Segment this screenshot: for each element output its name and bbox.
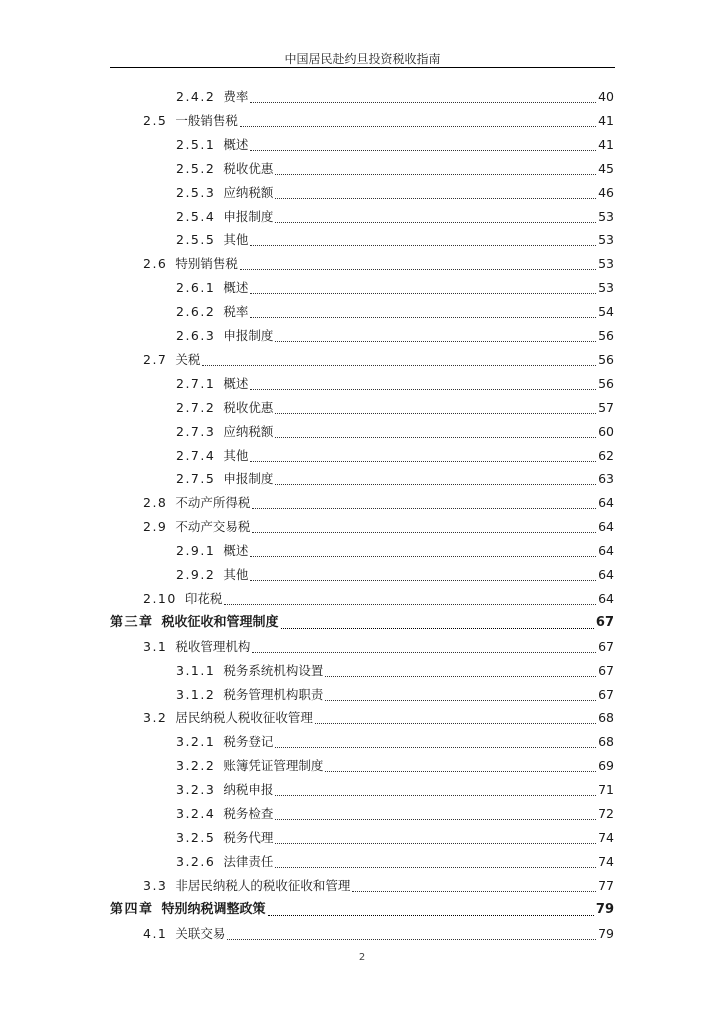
toc-entry[interactable] [176, 134, 614, 156]
toc-entry-number: 2.7.5 [176, 471, 216, 487]
toc-entry-page: 64 [598, 543, 614, 559]
toc-entry[interactable] [176, 445, 614, 467]
toc-dot-leader [202, 365, 596, 366]
toc-entry[interactable] [143, 923, 614, 945]
toc-entry[interactable] [143, 707, 614, 729]
toc-dot-leader [275, 843, 596, 844]
toc-entry-title: 其他 [223, 447, 249, 463]
toc-dot-leader [275, 747, 596, 748]
toc-entry[interactable] [176, 540, 614, 562]
toc-entry-number: 2.6.3 [176, 328, 216, 343]
toc-entry-number: 2.7.4 [176, 447, 216, 463]
toc-entry-number: 2.5.5 [176, 232, 216, 248]
toc-entry-title: 应纳税额 [223, 184, 274, 200]
toc-entry-page: 79 [595, 901, 614, 917]
toc-entry-page: 68 [598, 710, 614, 726]
toc-entry-number: 第四章 [110, 901, 154, 917]
toc-entry-page: 71 [598, 782, 614, 798]
toc-entry[interactable] [176, 229, 614, 251]
toc-dot-leader [252, 532, 596, 533]
toc-dot-leader [275, 437, 596, 438]
toc-entry-title: 账簿凭证管理制度 [223, 758, 324, 774]
toc-entry-page: 41 [598, 112, 614, 128]
toc-entry-number: 3.2.3 [176, 782, 216, 798]
toc-dot-leader [227, 939, 596, 940]
toc-entry-page: 56 [598, 375, 614, 391]
toc-entry-page: 63 [598, 471, 614, 487]
toc-entry-title: 居民纳税人税收征收管理 [175, 710, 313, 726]
toc-dot-leader [250, 317, 596, 318]
toc-dot-leader [250, 389, 596, 390]
toc-entry-title: 税务系统机构设置 [223, 662, 324, 678]
toc-dot-leader [281, 628, 594, 629]
toc-dot-leader [275, 484, 596, 485]
toc-entry-number: 2.10 [143, 590, 177, 606]
toc-entry-title: 不动产所得税 [175, 495, 251, 511]
toc-dot-leader [275, 341, 596, 342]
toc-dot-leader [275, 198, 596, 199]
toc-entry-number: 2.6 [143, 256, 168, 272]
toc-entry-title: 不动产交易税 [175, 519, 251, 535]
toc-entry-title: 特别纳税调整政策 [161, 901, 266, 917]
toc-entry-number: 2.9 [143, 519, 168, 535]
toc-entry-page: 64 [598, 519, 614, 535]
toc-dot-leader [250, 245, 596, 246]
toc-entry-number: 3.2.6 [176, 853, 216, 869]
toc-entry-title: 税收优惠 [223, 399, 274, 415]
toc-entry-page: 53 [598, 208, 614, 224]
toc-entry[interactable] [176, 373, 614, 395]
toc-dot-leader [325, 676, 596, 677]
toc-entry[interactable] [176, 158, 614, 180]
toc-entry-number: 2.5 [143, 112, 168, 128]
toc-entry-number: 3.1.2 [176, 686, 216, 702]
toc-entry-number: 2.7.2 [176, 399, 216, 415]
toc-entry[interactable] [176, 86, 614, 108]
toc-entry-page: 53 [598, 280, 614, 296]
toc-dot-leader [252, 652, 596, 653]
toc-entry-number: 2.5.1 [176, 136, 216, 152]
toc-entry[interactable] [143, 875, 614, 897]
toc-entry-title: 税务代理 [223, 829, 274, 845]
toc-entry[interactable] [176, 851, 614, 873]
running-header: 中国居民赴约旦投资税收指南 [284, 52, 441, 66]
toc-entry-page: 46 [598, 184, 614, 200]
toc-dot-leader [250, 556, 596, 557]
toc-dot-leader [250, 293, 596, 294]
toc-entry-page: 41 [598, 136, 614, 152]
toc-entry-title: 一般销售税 [175, 112, 238, 128]
toc-entry-title: 申报制度 [223, 208, 274, 224]
toc-entry-title: 申报制度 [223, 471, 274, 487]
toc-entry-number: 2.9.2 [176, 567, 216, 582]
toc-entry-page: 72 [598, 806, 614, 821]
toc-entry[interactable] [143, 349, 614, 371]
toc-entry-number: 2.7.3 [176, 423, 216, 439]
toc-entry-number: 4.1 [143, 925, 168, 941]
toc-entry[interactable] [176, 301, 614, 323]
toc-dot-leader [250, 102, 596, 103]
toc-entry-title: 非居民纳税人的税收征收和管理 [175, 877, 351, 893]
toc-entry-page: 74 [598, 853, 614, 869]
toc-entry-number: 3.2.1 [176, 734, 216, 750]
toc-entry-title: 税收管理机构 [175, 638, 251, 654]
toc-entry-title: 税收征收和管理制度 [161, 614, 279, 630]
toc-entry[interactable] [143, 516, 614, 538]
toc-dot-leader [224, 604, 596, 605]
toc-entry[interactable] [176, 325, 614, 347]
toc-dot-leader [325, 700, 596, 701]
toc-entry-number: 2.5.2 [176, 160, 216, 176]
toc-dot-leader [275, 174, 596, 175]
toc-entry-page: 40 [598, 89, 614, 104]
toc-entry-page: 57 [598, 399, 614, 415]
toc-entry-title: 税收优惠 [223, 160, 274, 176]
toc-entry-page: 69 [598, 758, 614, 774]
toc-dot-leader [315, 723, 596, 724]
toc-entry-number: 3.2.5 [176, 829, 216, 845]
toc-entry-title: 税务管理机构职责 [223, 686, 324, 702]
toc-entry-page: 54 [598, 304, 614, 320]
toc-dot-leader [275, 867, 596, 868]
toc-entry-page: 45 [598, 160, 614, 176]
toc-entry[interactable] [176, 755, 614, 777]
toc-entry-title: 关税 [175, 351, 201, 367]
toc-entry-page: 67 [595, 614, 614, 630]
toc-entry-number: 2.6.2 [176, 304, 216, 320]
toc-entry[interactable] [176, 421, 614, 443]
toc-entry-page: 79 [598, 925, 614, 941]
toc-entry-number: 2.7 [143, 351, 168, 367]
toc-entry-title: 税率 [223, 304, 249, 320]
toc-entry-title: 特别销售税 [175, 256, 238, 272]
toc-entry[interactable] [143, 253, 614, 275]
toc-entry-page: 74 [598, 829, 614, 845]
toc-entry-title: 其他 [223, 232, 249, 248]
toc-entry[interactable] [176, 206, 614, 228]
toc-entry-number: 第三章 [110, 614, 154, 630]
toc-entry-title: 申报制度 [223, 328, 274, 343]
toc-entry[interactable] [176, 779, 614, 801]
toc-entry[interactable] [176, 827, 614, 849]
toc-entry-number: 2.5.3 [176, 184, 216, 200]
toc-entry-number: 3.1.1 [176, 662, 216, 678]
toc-entry-title: 概述 [223, 136, 249, 152]
toc-entry[interactable] [176, 803, 614, 825]
toc-entry[interactable] [143, 110, 614, 132]
toc-dot-leader [252, 508, 596, 509]
toc-dot-leader [352, 891, 596, 892]
toc-entry-page: 64 [598, 590, 614, 606]
toc-dot-leader [268, 915, 594, 916]
toc-entry[interactable] [110, 899, 614, 921]
toc-entry[interactable] [176, 660, 614, 682]
toc-entry[interactable] [176, 468, 614, 490]
toc-entry-title: 概述 [223, 543, 249, 559]
toc-dot-leader [240, 126, 596, 127]
toc-entry[interactable] [176, 182, 614, 204]
toc-entry-number: 3.3 [143, 877, 168, 893]
toc-entry-number: 2.9.1 [176, 543, 216, 559]
toc-entry-page: 53 [598, 232, 614, 248]
toc-dot-leader [325, 771, 596, 772]
toc-entry[interactable] [176, 397, 614, 419]
toc-entry-title: 概述 [223, 280, 249, 296]
toc-dot-leader [240, 269, 596, 270]
toc-entry-title: 法律责任 [223, 853, 274, 869]
toc-entry-title: 纳税申报 [223, 782, 274, 798]
toc-entry[interactable] [176, 564, 614, 586]
toc-entry[interactable] [176, 684, 614, 706]
toc-entry-number: 2.4.2 [176, 89, 216, 104]
toc-entry[interactable] [176, 277, 614, 299]
toc-entry-number: 3.2 [143, 710, 168, 726]
toc-entry-title: 税务检查 [223, 806, 274, 821]
toc-entry-title: 费率 [223, 89, 249, 104]
header-divider [110, 67, 615, 68]
toc-entry-page: 67 [598, 638, 614, 654]
toc-entry-page: 68 [598, 734, 614, 750]
toc-dot-leader [275, 222, 596, 223]
toc-entry-title: 关联交易 [175, 925, 226, 941]
toc-entry-number: 2.8 [143, 495, 168, 511]
toc-entry-number: 2.5.4 [176, 208, 216, 224]
toc-entry-page: 56 [598, 351, 614, 367]
toc-dot-leader [275, 413, 596, 414]
toc-entry-title: 应纳税额 [223, 423, 274, 439]
toc-entry-title: 其他 [223, 567, 249, 582]
toc-entry-page: 56 [598, 328, 614, 343]
toc-entry[interactable] [143, 636, 614, 658]
toc-entry-number: 3.2.4 [176, 806, 216, 821]
toc-dot-leader [250, 580, 596, 581]
toc-entry[interactable] [110, 612, 614, 634]
toc-entry-title: 印花税 [184, 590, 223, 606]
toc-dot-leader [275, 819, 596, 820]
toc-entry-page: 77 [598, 877, 614, 893]
toc-entry[interactable] [143, 588, 614, 610]
toc-entry-page: 62 [598, 447, 614, 463]
toc-entry[interactable] [143, 492, 614, 514]
toc-entry-page: 64 [598, 495, 614, 511]
toc-entry[interactable] [176, 731, 614, 753]
toc-dot-leader [250, 150, 596, 151]
toc-entry-page: 64 [598, 567, 614, 582]
toc-entry-title: 概述 [223, 375, 249, 391]
toc-entry-number: 2.7.1 [176, 375, 216, 391]
toc-entry-number: 3.2.2 [176, 758, 216, 774]
toc-entry-page: 67 [598, 686, 614, 702]
toc-entry-number: 3.1 [143, 638, 168, 654]
toc-entry-page: 67 [598, 662, 614, 678]
page-number: 2 [358, 952, 366, 963]
toc-entry-page: 60 [598, 423, 614, 439]
toc-entry-title: 税务登记 [223, 734, 274, 750]
toc-dot-leader [275, 795, 596, 796]
toc-entry-page: 53 [598, 256, 614, 272]
toc-dot-leader [250, 461, 596, 462]
toc-entry-number: 2.6.1 [176, 280, 216, 296]
